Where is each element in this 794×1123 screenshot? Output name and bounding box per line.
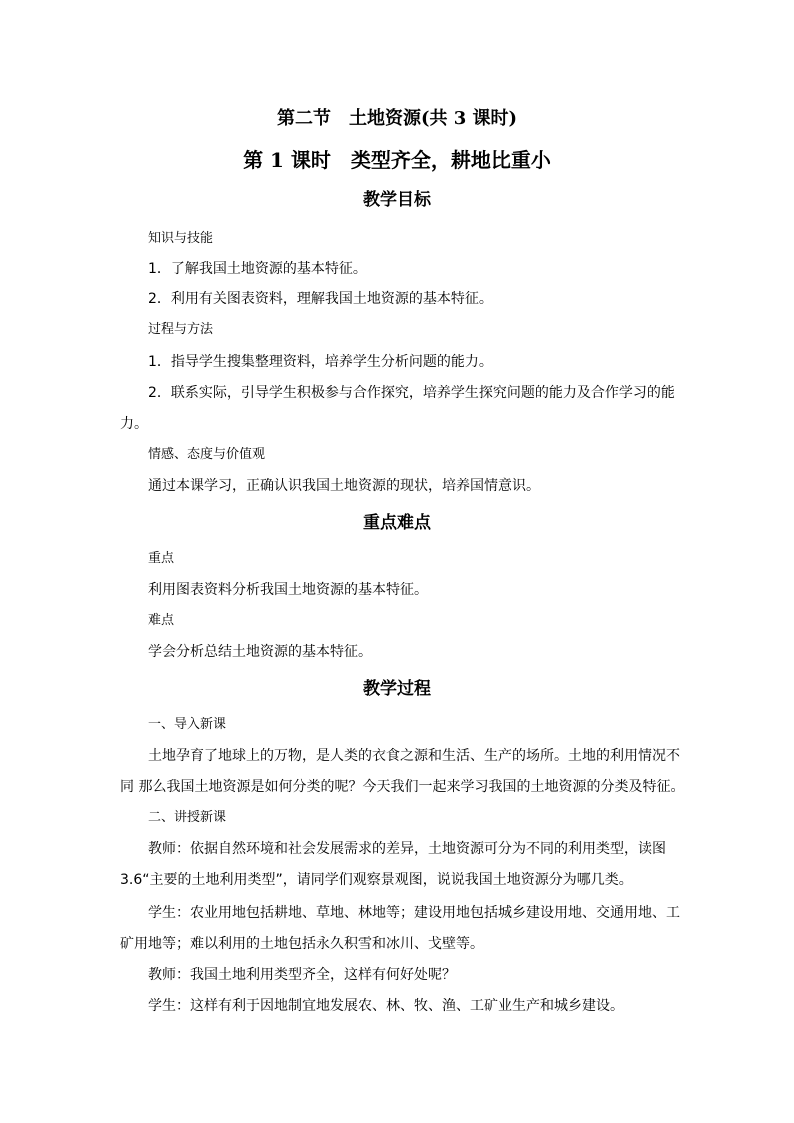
process-item-continued: 力。: [120, 416, 148, 432]
lecture-label: 二、讲授新课: [148, 810, 227, 825]
process-label: 过程与方法: [148, 322, 214, 337]
difficulty-text: 学会分析总结土地资源的基本特征。: [148, 644, 372, 660]
knowledge-label: 知识与技能: [148, 231, 214, 246]
lecture-line: 教师：我国土地利用类型齐全，这样有何好处呢？: [148, 967, 456, 983]
lecture-line: 学生：这样有利于因地制宜地发展农、林、牧、渔、工矿业生产和城乡建设。: [148, 998, 624, 1014]
attitude-label: 情感、态度与价值观: [148, 447, 266, 462]
lesson-title: 第 1 课时 类型齐全，耕地比重小: [243, 148, 551, 172]
difficulty-label: 难点: [148, 613, 175, 628]
intro-label: 一、导入新课: [148, 717, 227, 732]
knowledge-item: 2．利用有关图表资料，理解我国土地资源的基本特征。: [148, 291, 493, 307]
process-item: 2．联系实际，引导学生积极参与合作探究，培养学生探究问题的能力及合作学习的能: [148, 385, 675, 401]
objectives-heading: 教学目标: [363, 190, 431, 210]
attitude-text: 通过本课学习，正确认识我国土地资源的现状，培养国情意识。: [148, 478, 540, 494]
key-label: 重点: [148, 551, 175, 566]
knowledge-item: 1．了解我国土地资源的基本特征。: [148, 261, 367, 277]
lecture-line: 3.6“主要的土地利用类型”，请同学们观察景观图，说说我国土地资源分为哪几类。: [120, 872, 633, 888]
process-heading: 教学过程: [363, 679, 431, 699]
lecture-line: 教师：依据自然环境和社会发展需求的差异，土地资源可分为不同的利用类型，读图: [148, 841, 666, 857]
key-points-heading: 重点难点: [363, 513, 431, 533]
intro-line: 土地孕育了地球上的万物，是人类的衣食之源和生活、生产的场所。土地的利用情况不: [148, 748, 680, 764]
section-title: 第二节 土地资源(共 3 课时): [276, 108, 518, 129]
lecture-line: 学生：农业用地包括耕地、草地、林地等；建设用地包括城乡建设用地、交通用地、工: [148, 905, 680, 921]
lecture-line: 矿用地等；难以利用的土地包括永久积雪和冰川、戈壁等。: [120, 936, 484, 952]
process-item: 1．指导学生搜集整理资料，培养学生分析问题的能力。: [148, 354, 493, 370]
key-text: 利用图表资料分析我国土地资源的基本特征。: [148, 582, 428, 598]
intro-line: 同 那么我国土地资源是如何分类的呢？今天我们一起来学习我国的土地资源的分类及特征。: [120, 779, 685, 795]
